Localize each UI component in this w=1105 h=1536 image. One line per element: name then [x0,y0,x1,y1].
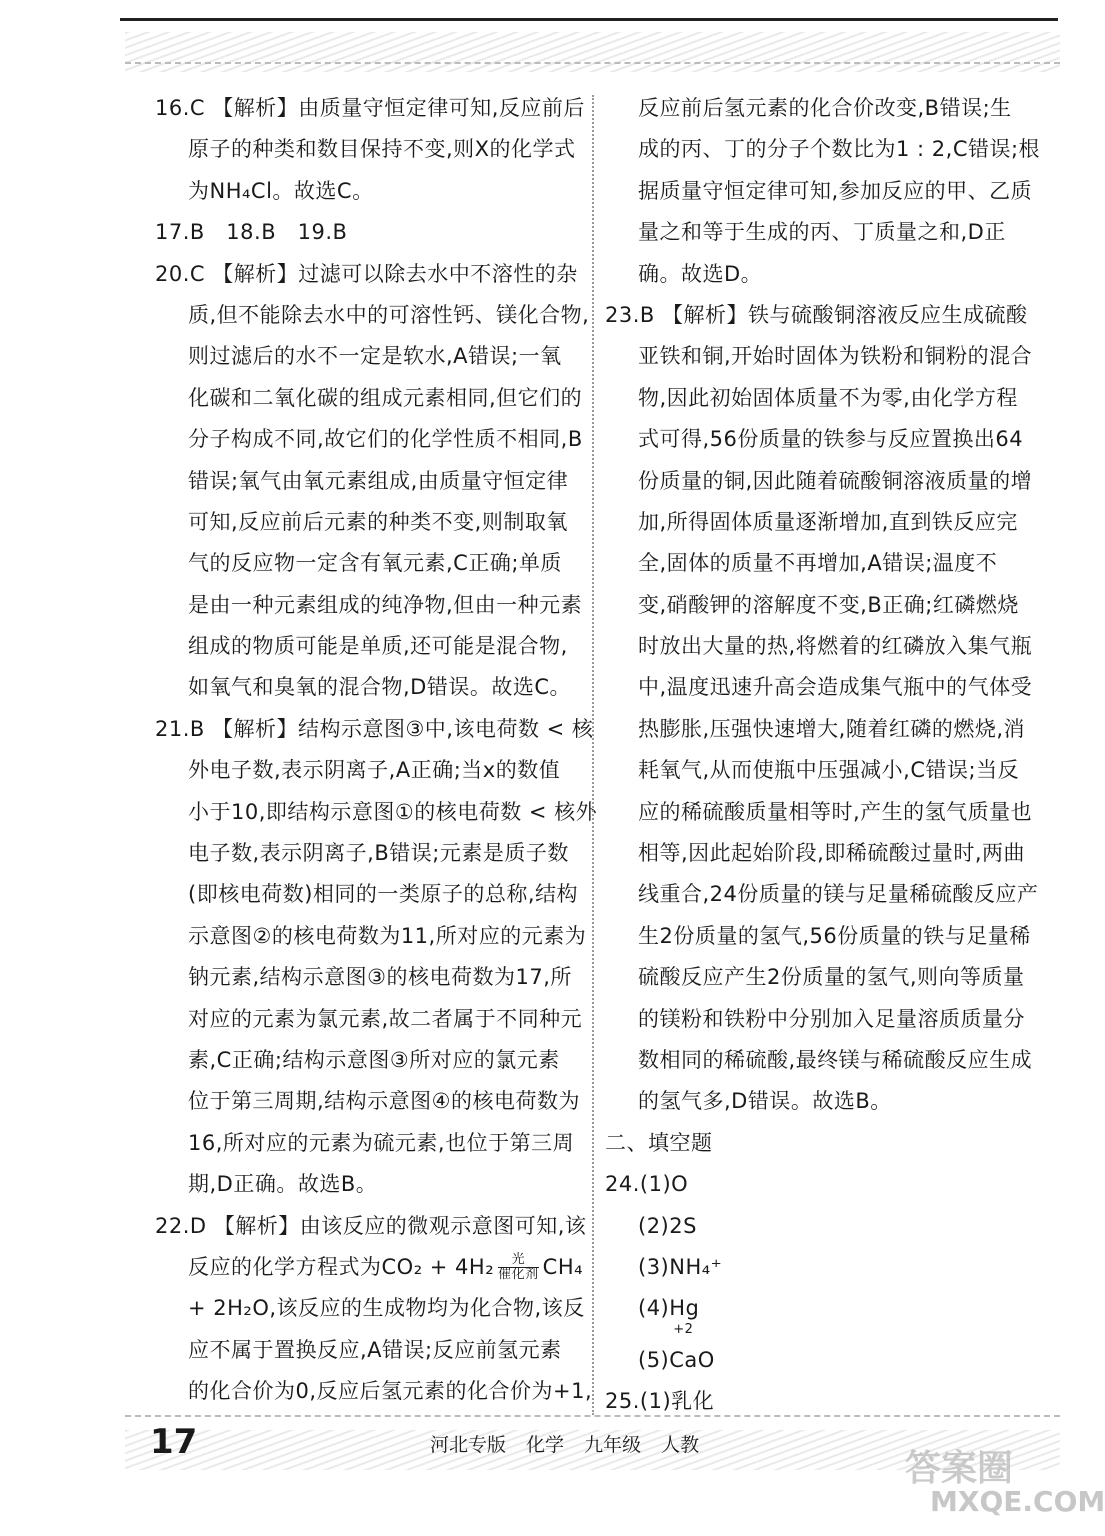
text-line: 线重合,24份质量的镁与足量稀硫酸反应产 [638,882,1039,907]
text-line: 可知,反应前后元素的种类不变,则制取氧 [188,509,568,534]
text-line: 化碳和二氧化碳的组成元素相同,但它们的 [188,385,583,410]
text-line: 确。故选D。 [638,261,763,286]
text-line: 量之和等于生成的丙、丁质量之和,D正 [638,220,1006,245]
formula-with-valence [669,1321,715,1381]
column-divider [592,95,595,1415]
text-line: 热膨胀,压强快速增大,随着红磷的燃烧,消 [638,716,1026,741]
text-line: 时放出大量的热,将燃着的红磷放入集气瓶 [638,634,1033,659]
text-line: 外电子数,表示阴离子,A正确;当x的数值 [188,758,561,783]
text-line: 的化合价为0,反应后氢元素的化合价为+1, [188,1379,593,1404]
text-line: 的氢气多,D错误。故选B。 [638,1089,892,1114]
footer-book-info: 河北专版 化学 九年级 人教 [430,1434,700,1456]
text-line: 则过滤后的水不一定是软水,A错误;一氧 [188,344,562,369]
condition-catalyst: 催化剂 [498,1267,539,1283]
text-line: 相等,因此起始阶段,即稀硫酸过量时,两曲 [638,841,1026,866]
text-line: 示意图②的核电荷数为11,所对应的元素为 [188,923,587,948]
text-line: (3)NH₄⁺ [638,1254,723,1279]
text-line: 分子构成不同,故它们的化学性质不相同,B [188,427,583,452]
text-line: 反应前后氢元素的化合价改变,B错误;生 [638,96,1012,120]
text-line: 20.C 【解析】过滤可以除去水中不溶性的杂 [155,261,578,286]
text-line: (2)2S [638,1213,697,1238]
chemical-equation [155,1247,584,1288]
text-line: 16.C 【解析】由质量守恒定律可知,反应前后 [155,96,585,120]
text-line: 24.(1)O [605,1172,689,1197]
text-line: 错误;氧气由氧元素组成,由质量守恒定律 [188,468,569,493]
valence-mark: +2 [673,1321,694,1337]
right-column [605,88,1041,1423]
text-line: 硫酸反应产生2份质量的氢气,则向等质量 [638,965,1025,990]
text-line: 成的丙、丁的分子个数比为1 : 2,C错误;根 [638,137,1041,162]
text-line: 据质量守恒定律可知,参加反应的甲、乙质 [638,178,1033,203]
item-prefix: (5) [638,1347,670,1372]
text-line: (4)Hg [638,1296,700,1321]
page-number: 17 [150,1422,198,1462]
watermark-url: MXQE.COM [930,1485,1105,1518]
text-line: 17.B 18.B 19.B [155,220,348,245]
top-rule [120,18,1058,21]
text-line: 应不属于置换反应,A错误;反应前氢元素 [188,1337,562,1362]
text-line: 25.(1)乳化 [605,1389,715,1414]
text-line: 位于第三周期,结构示意图④的核电荷数为 [188,1089,580,1114]
text-line: 23.B 【解析】铁与硫酸铜溶液反应生成硫酸 [605,302,1028,327]
reaction-condition [498,1253,539,1282]
text-line: 期,D正确。故选B。 [188,1172,378,1197]
text-line: + 2H₂O,该反应的生成物均为化合物,该反 [188,1296,585,1321]
text-line: 二、填空题 [605,1130,713,1155]
oxidation-state-answer [605,1321,1030,1381]
text-line: 素,C正确;结构示意图③所对应的氯元素 [188,1047,560,1072]
text-line: 式可得,56份质量的铁参与反应置换出64 [638,427,1024,452]
text-line: 质,但不能除去水中的可溶性钙、镁化合物, [188,302,590,327]
condition-light: 光 [498,1253,539,1268]
text-line: 组成的物质可能是单质,还可能是混合物, [188,634,568,659]
text-line: 应的稀硫酸质量相等时,产生的氢气质量也 [638,799,1033,824]
text-line: 中,温度迅速升高会造成集气瓶中的气体受 [638,675,1033,700]
text-line: 21.B 【解析】结构示意图③中,该电荷数 < 核 [155,716,594,741]
text-line: 数相同的稀硫酸,最终镁与稀硫酸反应生成 [638,1047,1033,1072]
text-line: 钠元素,结构示意图③的核电荷数为17,所 [188,965,572,990]
text-line: 变,硝酸钾的溶解度不变,B正确;红磷燃烧 [638,592,1019,617]
text-line: 的镁粉和铁粉中分别加入足量溶质质量分 [638,1006,1025,1031]
equation-lead: 反应的化学方程式为CO₂ + 4H₂ [188,1254,495,1279]
footer-wave [125,1415,1060,1427]
text-line: 为NH₄Cl。故选C。 [188,178,374,203]
text-line: 气的反应物一定含有氧元素,C正确;单质 [188,551,562,576]
equation-product: CH₄ [542,1254,584,1279]
text-line: 份质量的铜,因此随着硫酸铜溶液质量的增 [638,468,1033,493]
text-line: 耗氧气,从而使瓶中压强减小,C错误;当反 [638,758,1020,783]
text-line: 如氧气和臭氧的混合物,D错误。故选C。 [188,675,572,700]
left-column [155,88,598,1413]
text-line: 对应的元素为氯元素,故二者属于不同种元 [188,1006,583,1031]
watermark-logo: 答案圈 [905,1448,1014,1489]
text-line: 生2份质量的氢气,56份质量的铁与足量稀 [638,923,1031,948]
text-line: 小于10,即结构示意图①的核电荷数 < 核外 [188,799,598,824]
text-line: (即核电荷数)相同的一类原子的总称,结构 [188,882,579,907]
text-line: 全,固体的质量不再增加,A错误;温度不 [638,551,998,576]
text-line: 电子数,表示阴离子,B错误;元素是质子数 [188,841,569,866]
text-line: 亚铁和铜,开始时固体为铁粉和铜粉的混合 [638,344,1033,369]
text-line: 16,所对应的元素为硫元素,也位于第三周 [188,1130,575,1155]
text-line: 22.D 【解析】由该反应的微观示意图可知,该 [155,1213,587,1238]
text-line: 加,所得固体质量逐渐增加,直到铁反应完 [638,509,1018,534]
header-wave [125,62,1060,74]
formula: CaO [669,1347,715,1372]
text-line: 原子的种类和数目保持不变,则X的化学式 [188,137,576,162]
text-line: 物,因此初始固体质量不为零,由化学方程 [638,385,1018,410]
text-line: 是由一种元素组成的纯净物,但由一种元素 [188,592,583,617]
